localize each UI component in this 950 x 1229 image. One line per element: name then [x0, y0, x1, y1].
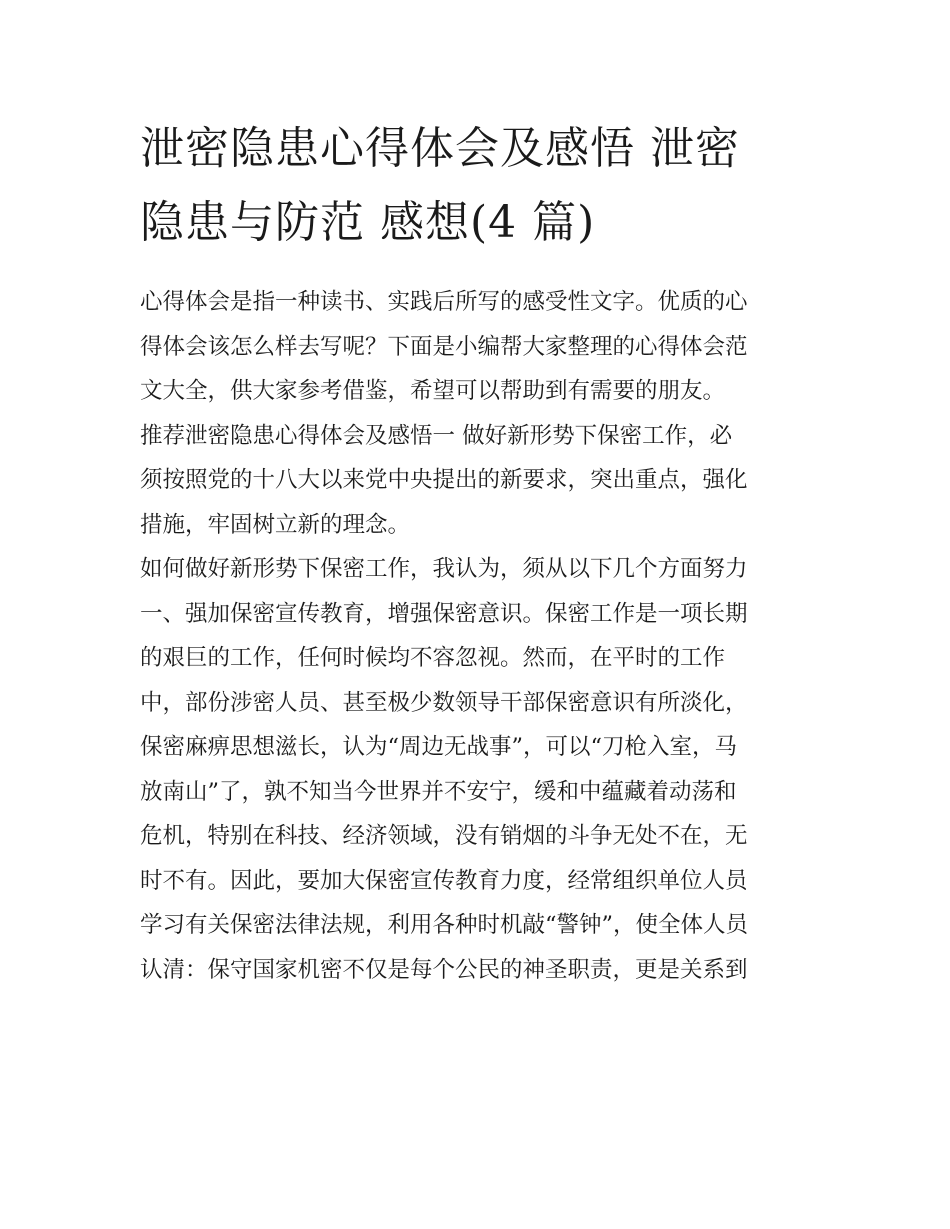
body-line: 时不有。因此，要加大保密宣传教育力度，经常组织单位人员 — [140, 867, 748, 894]
document-title — [140, 112, 820, 260]
body-line: 推荐泄密隐患心得体会及感悟一 做好新形势下保密工作，必 — [140, 422, 733, 449]
document-body — [140, 280, 830, 992]
body-line: 心得体会是指一种读书、实践后所写的感受性文字。优质的心 — [140, 289, 748, 315]
body-line: 危机，特别在科技、经济领域，没有销烟的斗争无处不在，无 — [140, 823, 748, 849]
body-line: 学习有关保密法律法规，利用各种时机敲“警钟”，使全体人员 — [140, 912, 749, 938]
body-line: 得体会该怎么样去写呢？下面是小编帮大家整理的心得体会范 — [140, 333, 748, 360]
body-line: 文大全，供大家参考借鉴，希望可以帮助到有需要的朋友。 — [140, 378, 726, 404]
body-line: 措施，牢固树立新的理念。 — [140, 511, 411, 538]
body-line: 如何做好新形势下保密工作，我认为，须从以下几个方面努力 — [140, 556, 748, 582]
body-line: 放南山”了，孰不知当今世界并不安宁，缓和中蕴藏着动荡和 — [140, 778, 737, 805]
body-line: 一、强加保密宣传教育，增强保密意识。保密工作是一项长期 — [140, 600, 748, 627]
title-line: 隐患与防范 感想(4 篇) — [140, 197, 596, 248]
body-line: 保密麻痹思想滋长，认为“周边无战事”，可以“刀枪入室，马 — [140, 734, 738, 760]
body-line: 的艰巨的工作，任何时候均不容忽视。然而，在平时的工作 — [140, 645, 726, 671]
body-line: 中，部份涉密人员、甚至极少数领导干部保密意识有所淡化， — [140, 689, 748, 716]
body-line: 须按照党的十八大以来党中央提出的新要求，突出重点，强化 — [140, 467, 748, 493]
title-line: 泄密隐患心得体会及感悟 泄密 — [140, 123, 740, 174]
body-line: 认清：保守国家机密不仅是每个公民的神圣职责，更是关系到 — [140, 956, 748, 983]
